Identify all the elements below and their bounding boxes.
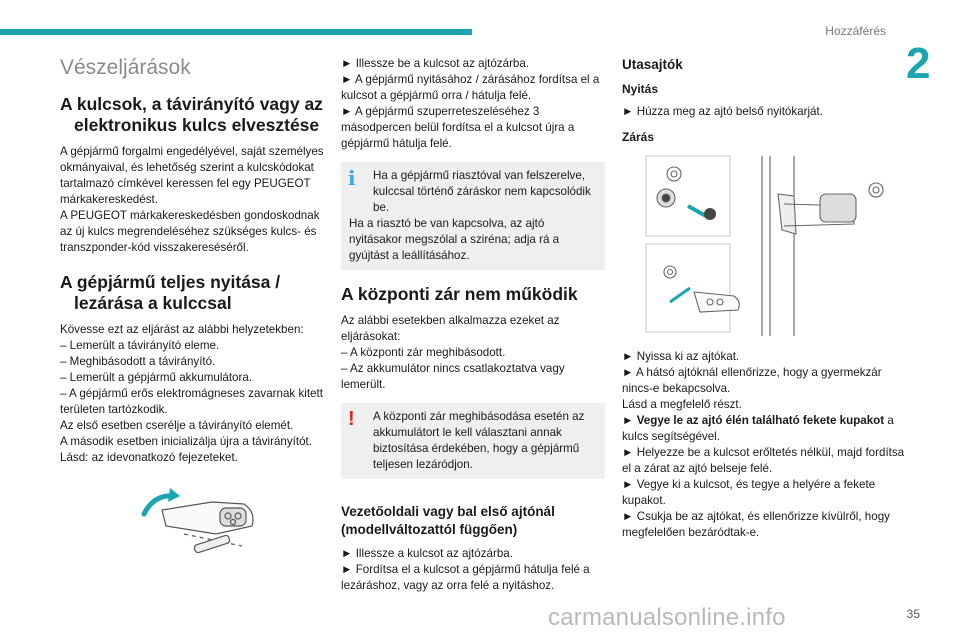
remote-key-illustration bbox=[124, 474, 274, 564]
step-text: a kulcs segítségével. bbox=[622, 413, 894, 443]
paragraph: Az alábbi esetekben alkalmazza ezeket az eljárásokat: bbox=[341, 314, 560, 343]
list-item: – Lemerült a gépjármű akkumulátora. bbox=[60, 371, 253, 384]
chapter-number: 2 bbox=[906, 39, 931, 88]
paragraph: A gépjármű forgalmi engedélyével, saját személyes okmányaival, és lehetőség szerint a kulcskódokat tartalmazó címkével keressen fel egy PEUGEOT márkakereskedést. bbox=[60, 145, 324, 206]
warning-icon: ! bbox=[348, 408, 355, 430]
step bbox=[622, 413, 905, 445]
door-lock-illustration bbox=[644, 154, 884, 336]
step: ► Húzza meg az ajtó belső nyitókarját. bbox=[622, 104, 823, 118]
section-title-central-lock: A központi zár nem működik bbox=[341, 284, 578, 304]
list-item: – Az akkumulátor nincs csatlakoztatva vagy lemerült. bbox=[341, 362, 565, 391]
column-3 bbox=[622, 56, 905, 541]
list-item: – Meghibásodott a távirányító. bbox=[60, 355, 216, 368]
step-bold-text: ► Vegye le az ajtó élén található fekete kupakot bbox=[622, 413, 885, 427]
subsection-title-driver-door: Vezetőoldali vagy bal első ajtónál (modellváltozattól függően) bbox=[341, 504, 555, 537]
paragraph: A második esetben inicializálja újra a távirányítót. bbox=[60, 435, 312, 448]
step: ► A hátsó ajtóknál ellenőrizze, hogy a gyermekzár nincs-e bekapcsolva. bbox=[622, 365, 882, 395]
paragraph: Kövesse ezt az eljárást az alábbi helyzetekben: bbox=[60, 323, 304, 336]
note-text: Ha a riasztó be van kapcsolva, az ajtó nyitásakor megszólal a sziréna; adja rá a gyújtást a leállításához. bbox=[349, 217, 560, 262]
step: ► A gépjármű szuperreteszeléséhez 3 másodpercen belül fordítsa el a kulcsot újra a gépjármű hátulja felé. bbox=[341, 105, 575, 150]
step: ► Helyezze be a kulcsot erőltetés nélkül, majd fordítsa el a zárat az ajtó belseje felé. bbox=[622, 445, 905, 475]
note-text: A központi zár meghibásodása esetén az akkumulátort le kell választani annak biztosítása érdekében, hogy a gépjármű teljesen lezáródjon. bbox=[373, 410, 585, 471]
chapter-title: Hozzáférés bbox=[825, 24, 886, 38]
paragraph: Lásd a megfelelő részt. bbox=[622, 397, 742, 411]
warning-note-battery bbox=[341, 403, 605, 479]
info-note-alarm bbox=[341, 162, 605, 270]
column-1 bbox=[60, 56, 325, 569]
list-item: – A gépjármű erős elektromágneses zavarnak kitett területen tartózkodik. bbox=[60, 387, 323, 416]
paragraph: A PEUGEOT márkakereskedésben gondoskodnak az új kulcs megrendeléséhez szükséges kulcs- és transzponder-kód visszakereséséről. bbox=[60, 209, 320, 254]
column-2 bbox=[341, 56, 605, 594]
page-number: 35 bbox=[906, 607, 920, 621]
paragraph: Lásd: az idevonatkozó fejezeteket. bbox=[60, 451, 238, 464]
key-icon bbox=[144, 488, 253, 553]
label-opening: Nyitás bbox=[622, 81, 659, 96]
section-title-lost-keys: A kulcsok, a távirányító vagy az elektronikus kulcs elvesztése bbox=[60, 94, 323, 135]
watermark: carmanualsonline.info bbox=[548, 604, 786, 631]
step: ► Nyissa ki az ajtókat. bbox=[622, 349, 740, 363]
info-icon: i bbox=[348, 166, 356, 190]
list-item: – Lemerült a távirányító eleme. bbox=[60, 339, 220, 352]
label-closing: Zárás bbox=[622, 129, 655, 144]
note-text: Ha a gépjármű riasztóval van felszerelve, kulccsal történő záráskor nem kapcsolódik be. bbox=[373, 169, 591, 214]
door-lock-icon bbox=[646, 156, 883, 336]
step: ► Csukja be az ajtókat, és ellenőrizze kívülről, hogy megfelelően bezáródtak-e. bbox=[622, 509, 890, 539]
page-title: Vészeljárások bbox=[60, 56, 191, 79]
paragraph: Az első esetben cserélje a távirányító elemét. bbox=[60, 419, 294, 432]
list-item: – A központi zár meghibásodott. bbox=[341, 346, 506, 359]
header-accent-bar bbox=[0, 29, 472, 35]
subsection-title-passenger-doors: Utasajtók bbox=[622, 57, 683, 72]
step: ► A gépjármű nyitásához / zárásához fordítsa el a kulcsot a gépjármű orra / hátulja felé. bbox=[341, 73, 600, 102]
step: ► Vegye ki a kulcsot, és tegye a helyére a fekete kupakot. bbox=[622, 477, 876, 507]
step: ► Illessze be a kulcsot az ajtózárba. bbox=[341, 57, 530, 70]
step: ► Illessze a kulcsot az ajtózárba. bbox=[341, 547, 513, 561]
step: ► Fordítsa el a kulcsot a gépjármű hátulja felé a lezáráshoz, vagy az orra felé a nyitáshoz. bbox=[341, 563, 590, 593]
section-title-key-lock: A gépjármű teljes nyitása / lezárása a kulccsal bbox=[60, 272, 281, 313]
